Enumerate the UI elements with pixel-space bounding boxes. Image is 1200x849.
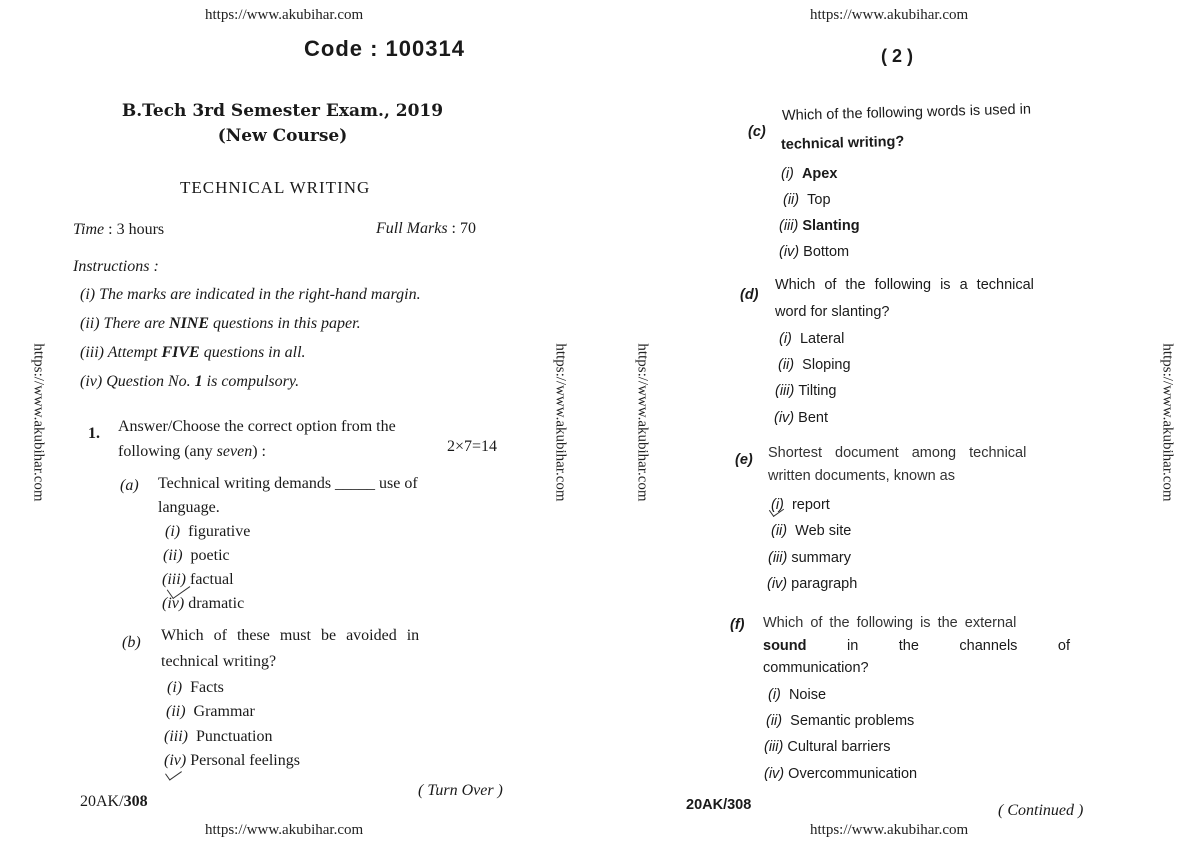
option-num: (ii)	[163, 547, 183, 564]
question-f-line-3: communication?	[763, 660, 869, 676]
option-num: (iv)	[767, 576, 788, 592]
question-b-line-1: Which of these must be avoided in	[161, 627, 420, 644]
option-num: (iv)	[779, 244, 800, 260]
option-num: (iv)	[764, 766, 785, 782]
instruction-strong: FIVE	[161, 344, 200, 361]
option-text: Personal feelings	[190, 752, 300, 769]
question-a-line-2: language.	[158, 499, 220, 516]
option-num: (ii)	[783, 192, 800, 208]
question-1-text: following (any	[118, 443, 217, 460]
option-text: Facts	[190, 679, 224, 696]
option-d-ii	[778, 357, 851, 373]
marks-label: Full Marks	[376, 220, 448, 237]
instruction-strong: NINE	[169, 315, 210, 332]
left-footer-code	[80, 793, 148, 811]
question-b-line-2: technical writing?	[161, 653, 277, 670]
option-text: factual	[190, 571, 234, 588]
option-text: Cultural barriers	[787, 739, 891, 755]
header-url-left: https://www.akubihar.com	[205, 7, 364, 23]
footer-code-number: 308	[123, 793, 148, 810]
instruction-3	[80, 344, 306, 362]
option-text: Tilting	[798, 383, 837, 399]
question-1-line-2	[118, 443, 266, 461]
instruction-1	[80, 286, 421, 304]
option-num: (ii)	[766, 713, 783, 729]
question-a-label: (a)	[120, 477, 139, 494]
option-text: Grammar	[193, 703, 255, 720]
instruction-text: Attempt	[107, 344, 162, 361]
question-f-word: sound	[763, 638, 807, 654]
instruction-text: is compulsory.	[202, 373, 300, 390]
option-c-i	[781, 166, 837, 182]
option-num: (i)	[165, 523, 181, 540]
option-text: dramatic	[188, 595, 245, 612]
footer-code-prefix: 20AK/	[80, 793, 124, 810]
option-num: (iii)	[775, 383, 795, 399]
instruction-text: There are	[103, 315, 170, 332]
instruction-num: (iii)	[80, 344, 104, 361]
instruction-text: questions in this paper.	[209, 315, 361, 332]
option-text: Punctuation	[196, 728, 273, 745]
option-e-iv	[767, 576, 857, 592]
time-label: Time	[73, 221, 105, 238]
continued: ( Continued )	[998, 802, 1084, 819]
side-url-3: https://www.akubihar.com	[634, 343, 651, 502]
option-b-iv	[164, 752, 300, 770]
question-c-line-2: technical writing?	[780, 133, 905, 153]
question-f-word: of	[1057, 638, 1070, 654]
instruction-num: (iv)	[80, 373, 103, 390]
option-text: Semantic problems	[790, 713, 915, 729]
option-num: (i)	[167, 679, 183, 696]
option-text: summary	[791, 550, 851, 566]
option-d-i	[779, 331, 844, 347]
option-b-i	[167, 679, 224, 697]
option-text: Sloping	[802, 357, 851, 373]
option-c-ii	[783, 192, 831, 208]
exam-name: B.Tech 3rd Semester Exam., 2019	[121, 101, 444, 121]
option-a-i	[165, 523, 250, 541]
option-text: Apex	[801, 166, 838, 182]
side-url-2: https://www.akubihar.com	[552, 343, 569, 502]
exam-code: Code : 100314	[304, 36, 465, 61]
question-e-line-1: Shortest document among technical	[768, 445, 1027, 461]
option-num: (i)	[781, 166, 794, 182]
instruction-strong: 1	[194, 373, 203, 390]
option-num: (iii)	[768, 550, 788, 566]
question-f-word: in	[846, 638, 859, 654]
instruction-2	[80, 315, 361, 333]
option-c-iii	[779, 218, 860, 234]
question-1-text: ) :	[252, 443, 266, 460]
question-1-emphasis: seven	[216, 443, 253, 460]
header-url-right: https://www.akubihar.com	[810, 7, 969, 23]
question-f-word: channels	[959, 638, 1018, 654]
option-text: Slanting	[802, 218, 860, 234]
question-e-line-2: written documents, known as	[768, 468, 955, 484]
subject-title: TECHNICAL WRITING	[180, 178, 371, 197]
option-f-i	[768, 687, 826, 703]
option-f-ii	[766, 713, 914, 729]
option-a-ii	[163, 547, 230, 565]
option-num: (iv)	[162, 595, 185, 612]
marks-value: : 70	[451, 220, 476, 237]
option-c-iv	[779, 244, 849, 260]
option-d-iii	[775, 383, 837, 399]
option-num: (iii)	[764, 739, 784, 755]
option-text: figurative	[188, 523, 251, 540]
turn-over: ( Turn Over )	[418, 782, 503, 799]
option-text: poetic	[190, 547, 230, 564]
option-num: (iii)	[162, 571, 186, 588]
exam-course: (New Course)	[217, 126, 348, 146]
question-1-number: 1.	[88, 425, 100, 442]
option-num: (ii)	[771, 523, 788, 539]
option-b-iii	[164, 728, 272, 746]
instruction-num: (ii)	[80, 315, 100, 332]
option-num: (i)	[768, 687, 781, 703]
instruction-text: questions in all.	[199, 344, 306, 361]
question-f-line-2	[763, 638, 1070, 654]
question-f-word: the	[898, 638, 919, 654]
side-url-4: https://www.akubihar.com	[1159, 343, 1176, 502]
instruction-num: (i)	[80, 286, 96, 303]
question-d-label: (d)	[740, 287, 759, 303]
question-f-label: (f)	[730, 617, 745, 633]
question-f-line-1: Which of the following is the external	[763, 615, 1017, 631]
side-url-1: https://www.akubihar.com	[30, 343, 47, 502]
option-a-iv	[162, 595, 244, 613]
time-value: : 3 hours	[108, 221, 165, 238]
instruction-text: The marks are indicated in the right-hand margin.	[99, 286, 421, 303]
option-text: report	[791, 497, 830, 513]
option-num: (ii)	[166, 703, 186, 720]
footer-url-right: https://www.akubihar.com	[810, 822, 969, 838]
option-text: Bent	[798, 410, 829, 426]
option-d-iv	[774, 410, 828, 426]
option-text: Web site	[795, 523, 852, 539]
footer-url-left: https://www.akubihar.com	[205, 822, 364, 838]
option-num: (iv)	[164, 752, 187, 769]
option-num: (iii)	[164, 728, 188, 745]
option-b-ii	[166, 703, 255, 721]
option-text: paragraph	[791, 576, 858, 592]
option-text: Noise	[788, 687, 827, 703]
option-e-iii	[768, 550, 851, 566]
question-1-marks: 2×7=14	[447, 438, 498, 455]
question-c-line-1: Which of the following words is used in	[781, 101, 1032, 124]
question-a-line-1: Technical writing demands _____ use of	[158, 475, 418, 492]
option-num: (iv)	[774, 410, 795, 426]
question-1-line-1: Answer/Choose the correct option from the	[118, 418, 396, 435]
option-text: Lateral	[799, 331, 845, 347]
option-num: (ii)	[778, 357, 795, 373]
instructions-title: Instructions :	[73, 258, 159, 275]
option-num: (iii)	[779, 218, 799, 234]
option-f-iv	[764, 766, 917, 782]
question-d-line-1: Which of the following is a technical	[775, 277, 1034, 293]
time-line	[73, 221, 164, 239]
option-num: (i)	[779, 331, 792, 347]
marks-line	[376, 220, 476, 238]
option-text: Top	[807, 192, 831, 208]
question-e-label: (e)	[735, 452, 753, 468]
page-number: ( 2 )	[881, 46, 914, 66]
option-text: Overcommunication	[788, 766, 918, 782]
option-text: Bottom	[803, 244, 850, 260]
question-b-label: (b)	[122, 634, 141, 651]
question-d-line-2: word for slanting?	[775, 304, 890, 320]
option-num: (i)	[771, 497, 784, 513]
right-footer-code: 20AK/308	[686, 797, 752, 813]
instruction-text: Question No.	[106, 373, 195, 390]
option-f-iii	[764, 739, 891, 755]
instruction-4	[80, 373, 299, 391]
option-e-ii	[771, 523, 851, 539]
question-c-label: (c)	[748, 124, 766, 140]
